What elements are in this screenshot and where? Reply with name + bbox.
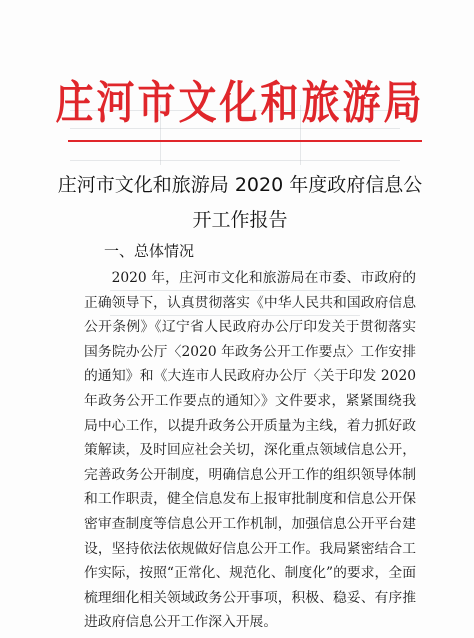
report-title-line-1: 庄河市文化和旅游局 2020 年度政府信息公 bbox=[57, 174, 423, 196]
masthead-title: 庄河市文化和旅游局 bbox=[55, 75, 425, 129]
section-heading: 一、总体情况 bbox=[104, 242, 195, 260]
body-paragraph: 2020 年，庄河市文化和旅游局在市委、市政府的正确领导下，认真贯彻落实《中华人民共和国政府信息公开条例》《辽宁省人民政府办公厅印发关于贯彻落实国务院办公厅〈2020 年政务公开工作要点〉工作安排的通知》和《大连市人民政府办公厅〈关于印发 2020 年政务公开工作要点的通知〉》文件要求，紧紧围绕我局中心工作，以提升政务公开质量为主线，着力抓好政策解读，及时回应社会关切，深化重点领域信息公开，完善政务公开制度，明确信息公开工作的组织领导体制和工作职责，健全信息发布上报审批制度和信息公开保密审查制度等信息公开工作机制，加强信息公开平台建设，坚持依法依规做好信息公开工作。我局紧密结合工作实际，按照“正常化、规范化、制度化”的要求，全面梳理细化相关领域政务公开事项，积极、稳妥、有序推进政府信息公开工作深入开展。 bbox=[84, 270, 416, 631]
masthead-red-rule bbox=[68, 140, 422, 142]
report-title-line-2: 开工作报告 bbox=[192, 209, 288, 231]
bleed-through-line bbox=[70, 160, 400, 161]
